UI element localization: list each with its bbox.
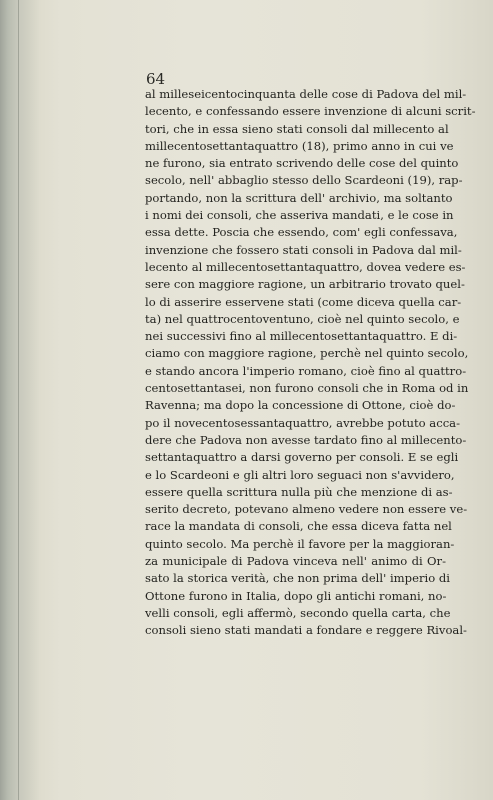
- text-line: race la mandata di consoli, che essa diceva fatta nel: [145, 519, 452, 534]
- text-line: lo di asserire esservene stati (come diceva quella car-: [145, 294, 462, 309]
- text-line: tori, che in essa sieno stati consoli dal millecento al: [145, 121, 449, 136]
- text-line: nei successivi fino al millecentosettantaquattro. E di-: [145, 329, 458, 344]
- text-line: al milleseicentocinquanta delle cose di Padova del mil-: [145, 87, 467, 101]
- text-line: secolo, nell' abbaglio stesso dello Scardeoni (19), rap-: [145, 173, 463, 188]
- text-line: po il novecentosessantaquattro, avrebbe potuto acca-: [145, 415, 461, 430]
- text-line: ne furono, sia entrato scrivendo delle cose del quinto: [145, 156, 459, 171]
- text-line: dere che Padova non avesse tardato fino al millecento-: [145, 432, 467, 447]
- text-line: serito decreto, potevano almeno vedere non essere ve-: [145, 502, 468, 517]
- text-line: e stando ancora l'imperio romano, cioè fino al quattro-: [145, 363, 467, 378]
- text-line: portando, non la scrittura dell' archivio, ma soltanto: [145, 190, 453, 205]
- text-line: centosettantasei, non furono consoli che in Roma od in: [145, 381, 469, 396]
- body-text: [145, 86, 476, 640]
- text-line: Ravenna; ma dopo la concessione di Ottone, cioè do-: [145, 398, 456, 413]
- text-line: ta) nel quattrocentoventuno, cioè nel quinto secolo, e: [145, 311, 460, 326]
- text-line: sato la storica verità, che non prima dell' imperio di: [145, 571, 450, 586]
- text-line: lecento, e confessando essere invenzione di alcuni scrit-: [145, 104, 476, 119]
- binding-crease: [18, 0, 19, 800]
- text-line: settantaquattro a darsi governo per consoli. E se egli: [145, 450, 459, 465]
- text-line: quinto secolo. Ma perchè il favore per la maggioran-: [145, 536, 455, 551]
- text-line: invenzione che fossero stati consoli in Padova dal mil-: [145, 242, 462, 257]
- text-line: consoli sieno stati mandati a fondare e reggere Rivoal-: [145, 623, 467, 638]
- text-line: lecento al millecentosettantaquattro, dovea vedere es-: [145, 259, 466, 274]
- text-line: velli consoli, egli affermò, secondo quella carta, che: [145, 605, 451, 620]
- text-line: sere con maggiore ragione, un arbitrario trovato quel-: [145, 277, 465, 292]
- text-line: Ottone furono in Italia, dopo gli antichi romani, no-: [145, 588, 447, 603]
- text-line: ciamo con maggiore ragione, perchè nel quinto secolo,: [145, 346, 469, 361]
- text-line: i nomi dei consoli, che asseriva mandati, e le cose in: [145, 208, 454, 223]
- text-line: za municipale di Padova vinceva nell' animo di Or-: [145, 554, 446, 569]
- text-line: millecentosettantaquattro (18), primo anno in cui ve: [145, 138, 454, 153]
- text-line: e lo Scardeoni e gli altri loro seguaci non s'avvidero,: [145, 467, 455, 482]
- text-line: essa dette. Poscia che essendo, com' egli confessava,: [145, 225, 458, 240]
- text-line: essere quella scrittura nulla più che menzione di as-: [145, 484, 453, 499]
- page-number: 64: [146, 70, 166, 88]
- page-gutter-shadow: [0, 0, 40, 800]
